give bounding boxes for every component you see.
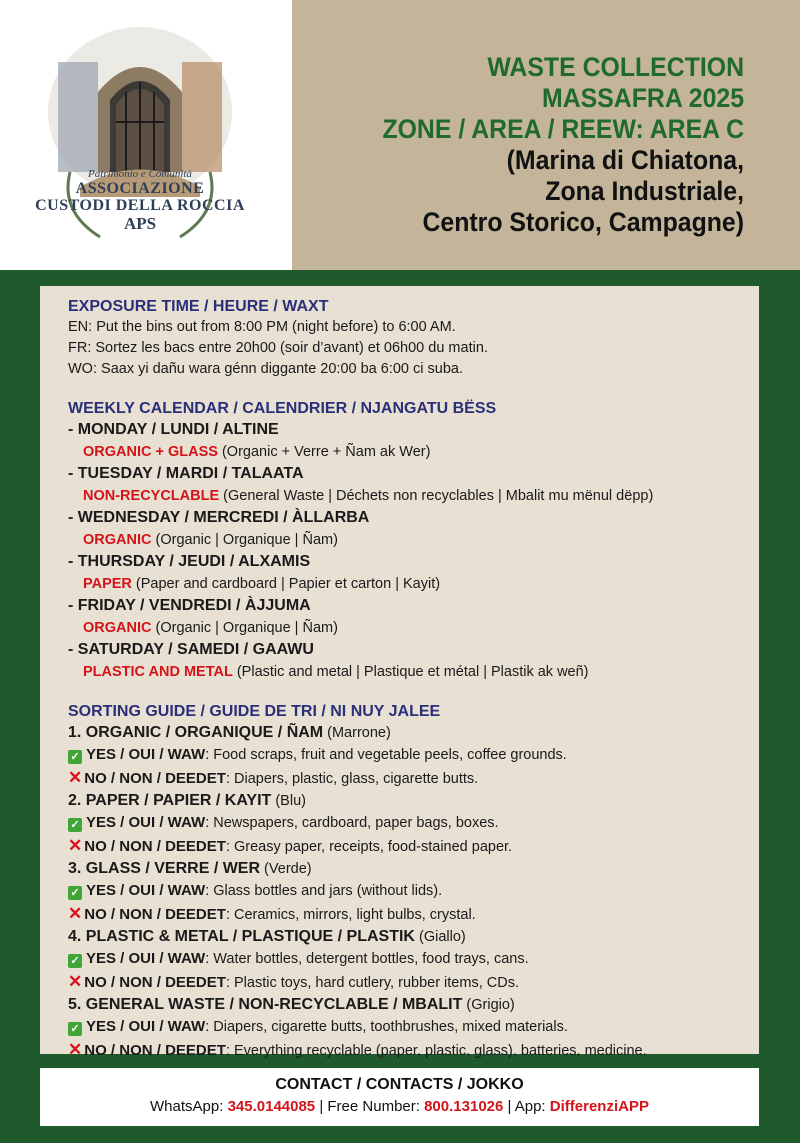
day-collection: [68, 573, 759, 595]
category-name: 3. GLASS / VERRE / WER: [68, 860, 261, 877]
day-collection: [68, 485, 759, 507]
no-row: [68, 971, 759, 995]
title-line-2: MASSAFRA 2025: [542, 83, 744, 113]
no-label: NO / NON / DEEDET: [84, 769, 226, 787]
header: [0, 0, 800, 270]
yes-items: : Water bottles, detergent bottles, food trays, cans.: [205, 951, 529, 967]
day-name: - WEDNESDAY / MERCREDI / ÀLLARBA: [68, 509, 370, 526]
no-label: NO / NON / DEEDET: [84, 1041, 226, 1059]
calendar-day: [68, 463, 759, 507]
cross-icon: ✕: [68, 1039, 83, 1059]
day-name: - THURSDAY / JEUDI / ALXAMIS: [68, 553, 311, 570]
waste-desc: (Organic | Organique | Ñam): [151, 532, 338, 548]
category-name: 4. PLASTIC & METAL / PLASTIQUE / PLASTIK: [68, 928, 415, 945]
exposure-heading: EXPOSURE TIME / HEURE / WAXT: [68, 298, 329, 315]
free-number[interactable]: 800.131026: [424, 1098, 504, 1115]
waste-type: ORGANIC: [83, 620, 152, 636]
contact-footer: [40, 1068, 759, 1126]
subtitle-line-3: Centro Storico, Campagne): [422, 207, 744, 237]
no-row: [68, 835, 759, 859]
bin-color: (Giallo): [414, 929, 466, 945]
waste-type: ORGANIC: [83, 532, 152, 548]
no-label: NO / NON / DEEDET: [84, 973, 226, 991]
day-collection: [68, 617, 759, 639]
waste-type: PLASTIC AND METAL: [83, 664, 233, 680]
category-name: 1. ORGANIC / ORGANIQUE / ÑAM: [68, 724, 324, 741]
bin-color: (Blu): [271, 793, 306, 809]
calendar-day: [68, 639, 759, 683]
header-title-area: [292, 0, 800, 270]
yes-row: [68, 1016, 759, 1039]
calendar-day: [68, 507, 759, 551]
contact-line: [40, 1095, 759, 1119]
yes-label: YES / OUI / WAW: [86, 950, 206, 967]
cross-icon: ✕: [68, 903, 83, 923]
contact-heading: CONTACT / CONTACTS / JOKKO: [275, 1076, 524, 1093]
yes-row: [68, 812, 759, 835]
check-icon: ✓: [68, 886, 82, 900]
day-name: - FRIDAY / VENDREDI / ÀJJUMA: [68, 597, 311, 614]
check-icon: ✓: [68, 954, 82, 968]
cross-icon: ✕: [68, 767, 83, 787]
yes-row: [68, 948, 759, 971]
waste-type: PAPER: [83, 576, 132, 592]
bin-color: (Grigio): [462, 997, 515, 1013]
logo-name-line1: ASSOCIAZIONE: [75, 180, 205, 197]
no-row: [68, 767, 759, 791]
exposure-line-fr: FR: Sortez les bacs entre 20h00 (soir d’avant) et 06h00 du matin.: [68, 340, 488, 356]
logo-tagline: Patrimonio e Comunità: [88, 168, 192, 180]
yes-label: YES / OUI / WAW: [86, 814, 206, 831]
yes-label: YES / OUI / WAW: [86, 1018, 206, 1035]
app-name[interactable]: DifferenziAPP: [549, 1098, 649, 1115]
calendar-day: [68, 419, 759, 463]
no-label: NO / NON / DEEDET: [84, 837, 226, 855]
cross-icon: ✕: [68, 971, 83, 991]
free-number-label: | Free Number:: [315, 1098, 425, 1115]
waste-type: NON-RECYCLABLE: [83, 488, 220, 504]
calendar-day: [68, 551, 759, 595]
day-name: - TUESDAY / MARDI / TALAATA: [68, 465, 304, 482]
no-items: : Greasy paper, receipts, food-stained paper.: [225, 838, 513, 855]
no-items: : Plastic toys, hard cutlery, rubber items, CDs.: [225, 974, 519, 991]
waste-desc: (General Waste | Déchets non recyclables | Mbalit mu mënul dëpp): [219, 488, 654, 504]
bin-color: (Verde): [260, 861, 312, 877]
sorting-category-title: [68, 790, 759, 812]
page-title: [382, 52, 744, 238]
day-collection: [68, 661, 759, 683]
waste-desc: (Plastic and metal | Plastique et métal | Plastik ak weñ): [232, 664, 589, 680]
check-icon: ✓: [68, 1022, 82, 1036]
logo-name-line2: CUSTODI DELLA ROCCIA: [35, 197, 245, 214]
subtitle-line-2: Zona Industriale,: [545, 176, 744, 206]
category-name: 5. GENERAL WASTE / NON-RECYCLABLE / MBALIT: [68, 996, 463, 1013]
yes-row: [68, 744, 759, 767]
yes-items: : Diapers, cigarette butts, toothbrushes, mixed materials.: [205, 1019, 568, 1035]
yes-label: YES / OUI / WAW: [86, 746, 206, 763]
sorting-category-title: [68, 858, 759, 880]
waste-desc: (Organic + Verre + Ñam ak Wer): [217, 444, 431, 460]
calendar-day: [68, 595, 759, 639]
category-name: 2. PAPER / PAPIER / KAYIT: [68, 792, 272, 809]
no-row: [68, 1039, 759, 1063]
sorting-category-title: [68, 722, 759, 744]
sorting-category-title: [68, 994, 759, 1016]
whatsapp-number[interactable]: 345.0144085: [227, 1098, 316, 1115]
waste-type: ORGANIC + GLASS: [83, 444, 218, 460]
logo-suffix: APS: [123, 214, 157, 233]
cross-icon: ✕: [68, 835, 83, 855]
no-row: [68, 903, 759, 927]
no-items: : Ceramics, mirrors, light bulbs, crystal.: [225, 906, 476, 923]
yes-items: : Newspapers, cardboard, paper bags, boxes.: [205, 815, 499, 831]
title-line-1: WASTE COLLECTION: [487, 52, 744, 82]
check-icon: ✓: [68, 818, 82, 832]
yes-row: [68, 880, 759, 903]
day-name: - SATURDAY / SAMEDI / GAAWU: [68, 641, 314, 658]
whatsapp-label: WhatsApp:: [150, 1098, 228, 1115]
yes-items: : Food scraps, fruit and vegetable peels, coffee grounds.: [205, 747, 567, 763]
no-items: : Everything recyclable (paper, plastic, glass), batteries, medicine.: [225, 1042, 647, 1059]
subtitle-line-1: (Marina di Chiatona,: [506, 145, 744, 175]
yes-label: YES / OUI / WAW: [86, 882, 206, 899]
logo-text: [20, 168, 260, 234]
exposure-line-en: EN: Put the bins out from 8:00 PM (night before) to 6:00 AM.: [68, 319, 456, 335]
waste-desc: (Organic | Organique | Ñam): [151, 620, 338, 636]
info-panel: [40, 286, 759, 1059]
no-items: : Diapers, plastic, glass, cigarette butts.: [225, 770, 479, 787]
calendar-heading: WEEKLY CALENDAR / CALENDRIER / NJANGATU BËSS: [68, 400, 497, 417]
app-label: | App:: [503, 1098, 550, 1115]
yes-items: : Glass bottles and jars (without lids).: [205, 883, 443, 899]
bin-color: (Marrone): [323, 725, 391, 741]
day-name: - MONDAY / LUNDI / ALTINE: [68, 421, 279, 438]
no-label: NO / NON / DEEDET: [84, 905, 226, 923]
title-line-3: ZONE / AREA / REEW: AREA C: [382, 114, 744, 144]
day-collection: [68, 529, 759, 551]
waste-desc: (Paper and cardboard | Papier et carton | Kayit): [131, 576, 441, 592]
sorting-heading: SORTING GUIDE / GUIDE DE TRI / NI NUY JALEE: [68, 703, 441, 720]
sorting-category-title: [68, 926, 759, 948]
check-icon: ✓: [68, 750, 82, 764]
day-collection: [68, 441, 759, 463]
exposure-line-wo: WO: Saax yi dañu wara génn diggante 20:00 ba 6:00 ci suba.: [68, 361, 463, 377]
